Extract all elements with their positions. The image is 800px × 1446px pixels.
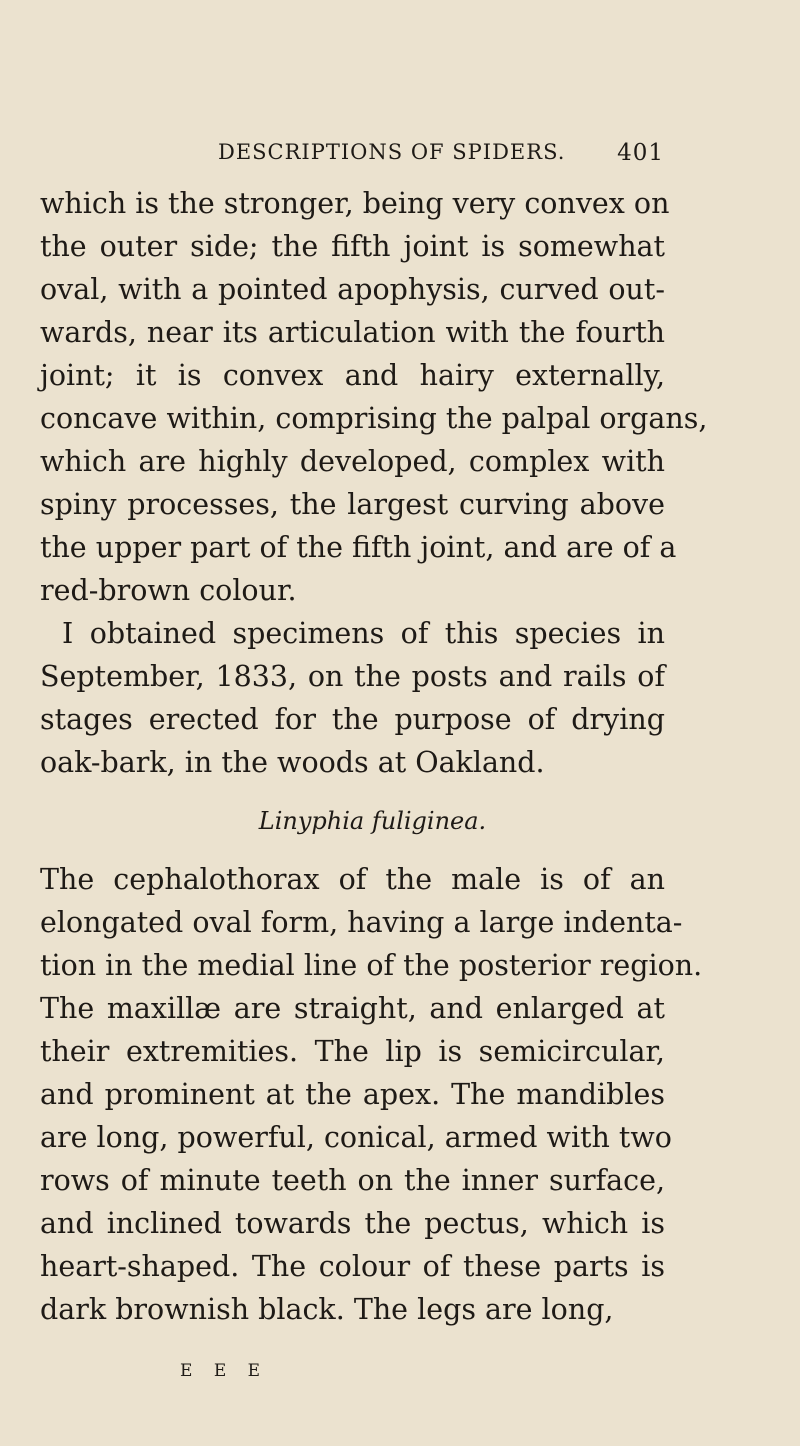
text-line: oval, with a pointed apophysis, curved out- (40, 273, 665, 306)
text-line: their extremities. The lip is semicircular, (40, 1035, 665, 1068)
running-title: DESCRIPTIONS OF SPIDERS. (218, 140, 566, 164)
text-line: the outer side; the fifth joint is somewhat (40, 230, 665, 263)
text-line: heart-shaped. The colour of these parts is (40, 1250, 665, 1283)
section-heading: Linyphia fuliginea. (258, 807, 487, 835)
text-line: and prominent at the apex. The mandibles (40, 1078, 665, 1111)
text-line: I obtained specimens of this species in (62, 617, 665, 650)
signature-mark: E E E (180, 1361, 269, 1381)
text-line: which are highly developed, complex with (40, 445, 665, 478)
spacer (40, 836, 665, 858)
text-line: oak-bark, in the woods at Oakland. (40, 746, 545, 779)
text-line: the upper part of the fifth joint, and are of a (40, 531, 677, 564)
body-text (40, 182, 708, 1331)
page-number: 401 (617, 140, 664, 166)
text-line: red-brown colour. (40, 574, 297, 607)
text-line: and inclined towards the pectus, which is (40, 1207, 665, 1240)
text-line: elongated oval form, having a large indenta- (40, 906, 683, 939)
text-line: dark brownish black. The legs are long, (40, 1293, 614, 1326)
text-line: which is the stronger, being very convex on (40, 187, 670, 220)
text-line: The maxillæ are straight, and enlarged at (40, 992, 665, 1025)
text-line: The cephalothorax of the male is of an (40, 863, 665, 896)
text-line: concave within, comprising the palpal organs, (40, 402, 708, 435)
text-line: spiny processes, the largest curving above (40, 488, 665, 521)
text-line: tion in the medial line of the posterior region. (40, 949, 703, 982)
text-line: September, 1833, on the posts and rails of (40, 660, 665, 693)
text-line: joint; it is convex and hairy externally, (40, 359, 665, 392)
text-line: wards, near its articulation with the fourth (40, 316, 665, 349)
text-line: stages erected for the purpose of drying (40, 703, 665, 736)
text-line: rows of minute teeth on the inner surface, (40, 1164, 665, 1197)
text-line: are long, powerful, conical, armed with two (40, 1121, 672, 1154)
spacer (40, 784, 665, 806)
